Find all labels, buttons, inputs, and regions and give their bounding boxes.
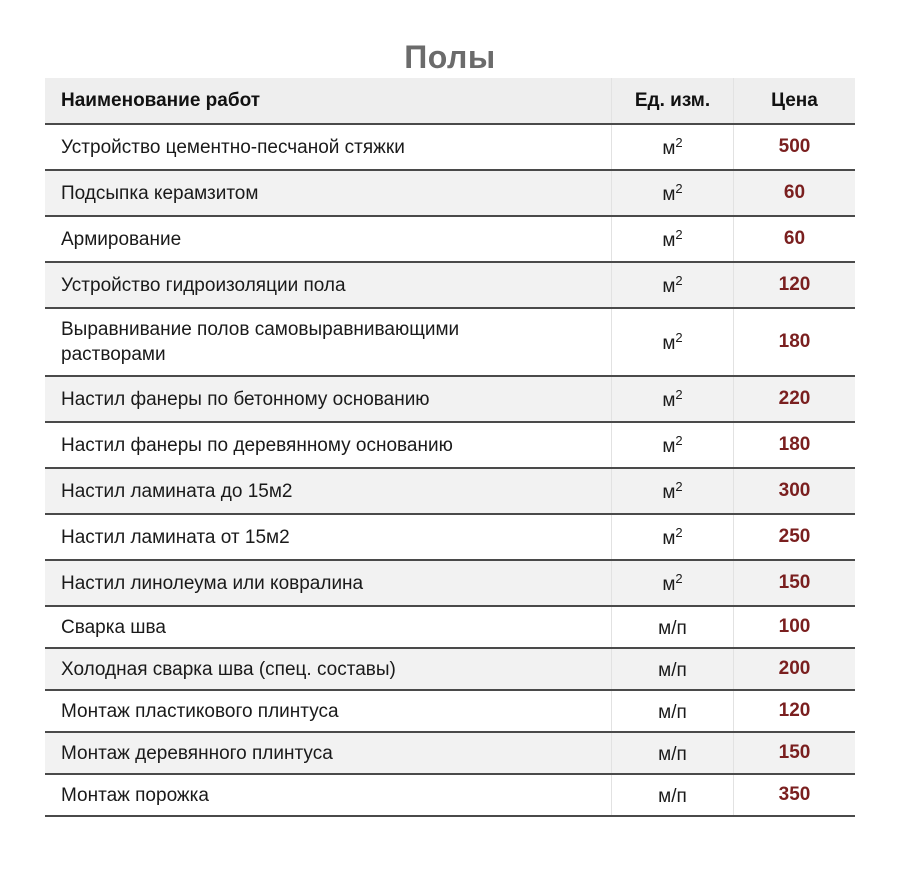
row-price: 180 xyxy=(734,308,856,376)
row-name: Выравнивание полов самовыравнивающими растворами xyxy=(45,308,612,376)
row-price: 350 xyxy=(734,774,856,816)
table-row xyxy=(45,170,855,216)
row-price: 250 xyxy=(734,514,856,560)
row-unit: $м^2$ xyxy=(612,124,734,170)
row-price: 220 xyxy=(734,376,856,422)
row-unit: $м^2$ xyxy=(612,262,734,308)
row-unit: $м^2$ xyxy=(612,216,734,262)
price-table xyxy=(45,78,855,817)
row-name: Настил ламината до 15м2 xyxy=(45,468,612,514)
row-price: 180 xyxy=(734,422,856,468)
page-title: Полы xyxy=(404,39,496,76)
table-header-row xyxy=(45,78,855,124)
row-price: 150 xyxy=(734,732,856,774)
table-row xyxy=(45,422,855,468)
row-price: 60 xyxy=(734,170,856,216)
table-row xyxy=(45,774,855,816)
row-unit: $м^2$ xyxy=(612,376,734,422)
row-name: Подсыпка керамзитом xyxy=(45,170,612,216)
row-name: Сварка шва xyxy=(45,606,612,648)
row-unit: м/п xyxy=(612,690,734,732)
table-row xyxy=(45,124,855,170)
row-unit: $м^2$ xyxy=(612,468,734,514)
row-price: 300 xyxy=(734,468,856,514)
row-unit: м/п xyxy=(612,648,734,690)
row-name: Монтаж деревянного плинтуса xyxy=(45,732,612,774)
table-row xyxy=(45,732,855,774)
row-unit: $м^2$ xyxy=(612,422,734,468)
row-name: Настил фанеры по бетонному основанию xyxy=(45,376,612,422)
header-name: Наименование работ xyxy=(45,78,612,124)
header-unit: Ед. изм. xyxy=(612,78,734,124)
row-unit: $м^2$ xyxy=(612,308,734,376)
row-name: Устройство гидроизоляции пола xyxy=(45,262,612,308)
row-unit: м/п xyxy=(612,732,734,774)
table-row xyxy=(45,690,855,732)
row-price: 500 xyxy=(734,124,856,170)
row-price: 60 xyxy=(734,216,856,262)
header-price: Цена xyxy=(734,78,856,124)
row-unit: $м^2$ xyxy=(612,560,734,606)
table-row xyxy=(45,514,855,560)
row-price: 120 xyxy=(734,690,856,732)
table-row xyxy=(45,308,855,376)
table-row xyxy=(45,648,855,690)
row-name: Монтаж пластикового плинтуса xyxy=(45,690,612,732)
table-row xyxy=(45,376,855,422)
table-row xyxy=(45,262,855,308)
table-row xyxy=(45,560,855,606)
table-row xyxy=(45,468,855,514)
row-price: 120 xyxy=(734,262,856,308)
row-name: Монтаж порожка xyxy=(45,774,612,816)
row-unit: $м^2$ xyxy=(612,170,734,216)
row-price: 100 xyxy=(734,606,856,648)
row-unit: м/п xyxy=(612,606,734,648)
row-name: Настил линолеума или ковралина xyxy=(45,560,612,606)
row-name: Настил фанеры по деревянному основанию xyxy=(45,422,612,468)
row-price: 150 xyxy=(734,560,856,606)
row-name: Настил ламината от 15м2 xyxy=(45,514,612,560)
row-name: Холодная сварка шва (спец. составы) xyxy=(45,648,612,690)
row-price: 200 xyxy=(734,648,856,690)
row-name: Армирование xyxy=(45,216,612,262)
row-name: Устройство цементно-песчаной стяжки xyxy=(45,124,612,170)
table-row xyxy=(45,606,855,648)
row-unit: м/п xyxy=(612,774,734,816)
row-unit: $м^2$ xyxy=(612,514,734,560)
table-row xyxy=(45,216,855,262)
